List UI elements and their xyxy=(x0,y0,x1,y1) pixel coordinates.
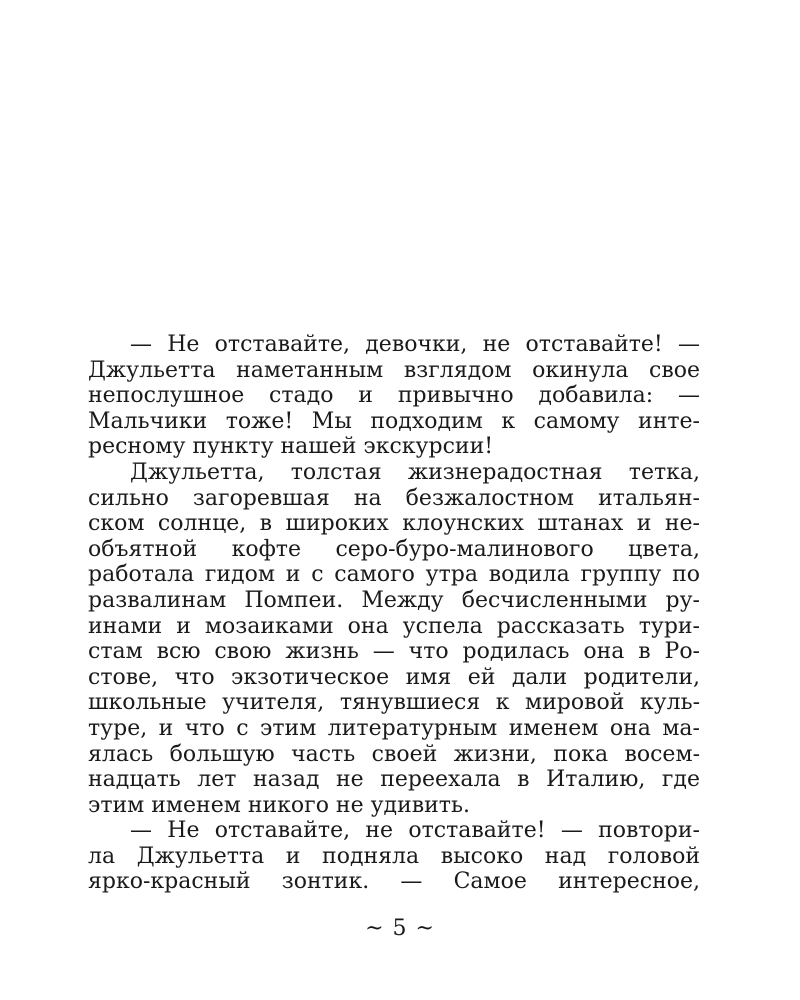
text-line: Мальчики тоже! Мы подходим к самому инте- xyxy=(88,408,700,434)
text-line: инами и мозаиками она успела рассказать тури- xyxy=(88,613,700,639)
text-line: ресному пункту нашей экскурсии! xyxy=(88,434,494,460)
page-number: ~ 5 ~ xyxy=(365,916,435,941)
text-line: ла Джульетта и подняла высоко над головой xyxy=(88,843,700,869)
text-line: объятной кофте серо-буро-малинового цвета, xyxy=(88,536,700,562)
text-line: стове, что экзотическое имя ей дали родители, xyxy=(88,664,700,690)
text-line: работала гидом и с самого утра водила группу по xyxy=(88,562,700,588)
text-line: надцать лет назад не переехала в Италию, где xyxy=(88,767,700,793)
body-text xyxy=(88,332,700,895)
text-line: — Не отставайте, девочки, не отставайте! — xyxy=(130,332,700,357)
text-line: стам всю свою жизнь — что родилась она в Ро- xyxy=(88,639,700,665)
text-line: школьные учителя, тянувшиеся к мировой куль- xyxy=(88,690,700,716)
text-line: туре, и что с этим литературным именем она ма- xyxy=(88,715,700,741)
text-line: этим именем никого не удивить. xyxy=(88,792,470,818)
text-line: непослушное стадо и привычно добавила: — xyxy=(88,383,700,409)
text-line: Джульетта, толстая жизнерадостная тетка, xyxy=(130,459,700,485)
text-line: ялась большую часть своей жизни, пока восем- xyxy=(88,741,700,767)
text-line: развалинам Помпеи. Между бесчисленными ру- xyxy=(88,587,700,613)
text-line: ском солнце, в широких клоунских штанах и не- xyxy=(88,511,700,537)
text-line: Джульетта наметанным взглядом окинула свое xyxy=(88,357,700,383)
text-line: — Не отставайте, не отставайте! — повтори- xyxy=(130,818,700,844)
text-line: ярко-красный зонтик. — Самое интересное, xyxy=(88,869,700,895)
text-line: сильно загоревшая на безжалостном итальян- xyxy=(88,485,700,511)
